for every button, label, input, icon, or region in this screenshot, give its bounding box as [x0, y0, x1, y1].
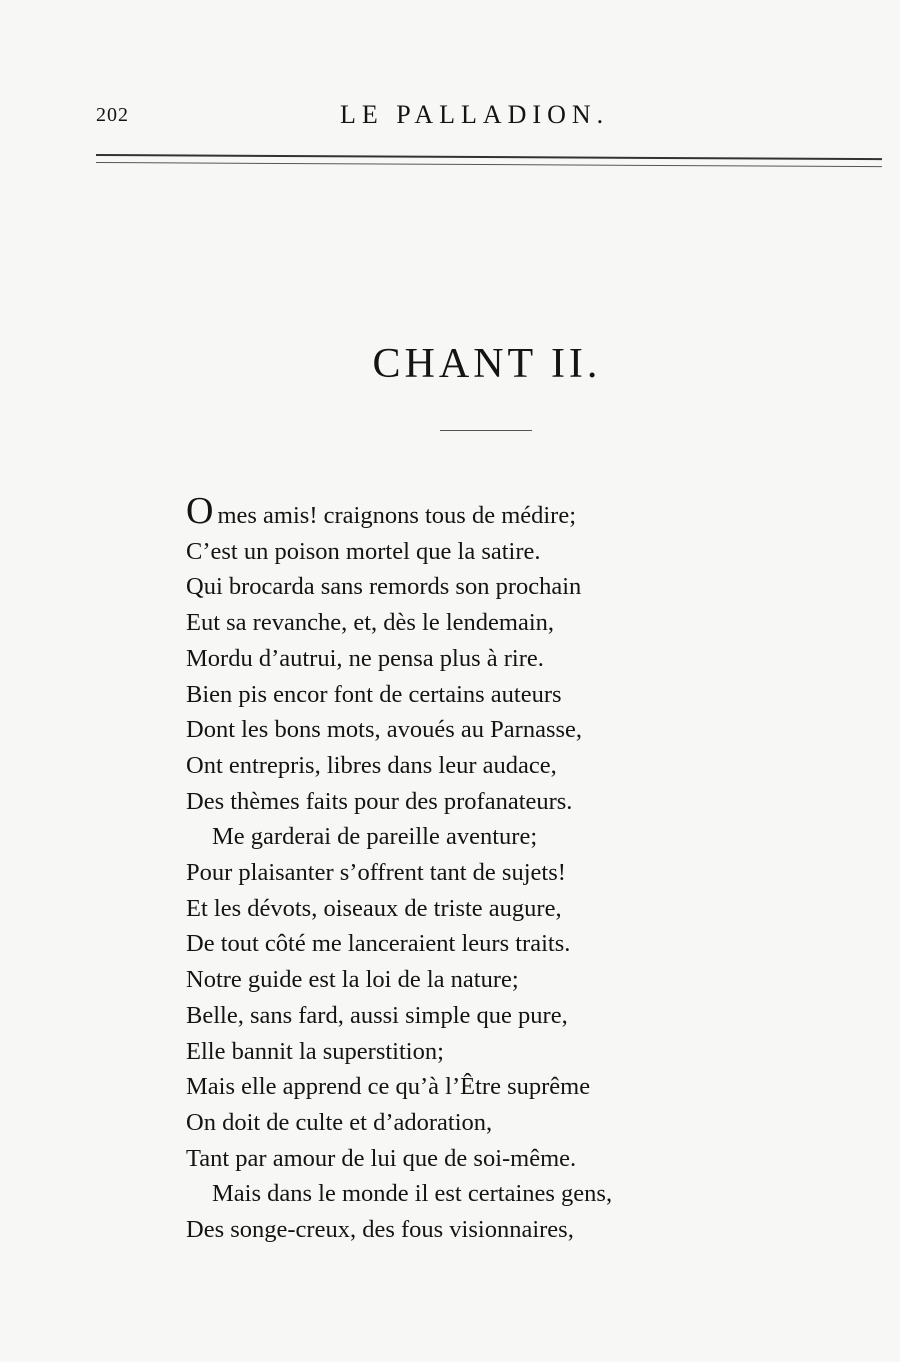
poem-line: Tant par amour de lui que de soi-même. [186, 1144, 577, 1172]
poem-line: Belle, sans fard, aussi simple que pure, [186, 1001, 568, 1029]
poem-line: Mais dans le monde il est certaines gens, [212, 1180, 613, 1208]
poem-line: Des thèmes faits pour des profanateurs. [186, 787, 573, 815]
poem-line: Ont entrepris, libres dans leur audace, [186, 751, 557, 779]
poem-line-text: mes amis! craignons tous de médire; [217, 502, 577, 529]
poem-line: Pour plaisanter s’offrent tant de sujets! [186, 859, 566, 887]
poem-line: Elle bannit la superstition; [186, 1037, 444, 1065]
poem-line: Me garderai de pareille aventure; [212, 823, 538, 851]
title-divider [440, 430, 532, 431]
chant-title: CHANT II. [372, 341, 602, 387]
poem-line: Qui brocarda sans remords son prochain [186, 573, 582, 601]
poem-line: Bien pis encor font de certains auteurs [186, 680, 562, 708]
poem-line: Et les dévots, oiseaux de triste augure, [186, 894, 562, 922]
poem-line: C’est un poison mortel que la satire. [186, 537, 541, 565]
poem-line: Notre guide est la loi de la nature; [186, 966, 519, 994]
running-title: LE PALLADION. [340, 100, 610, 129]
header-rule [96, 154, 882, 167]
poem-line: Eut sa revanche, et, dès le lendemain, [186, 609, 555, 637]
poem-body [186, 490, 686, 1248]
poem-line [186, 490, 686, 534]
poem-line: Des songe-creux, des fous visionnaires, [186, 1216, 574, 1244]
poem-line: Mais elle apprend ce qu’à l’Être suprême [186, 1073, 591, 1101]
poem-line: De tout côté me lanceraient leurs traits. [186, 930, 571, 958]
poem-line: On doit de culte et d’adoration, [186, 1108, 493, 1136]
page-number: 202 [96, 104, 129, 126]
drop-cap: O [186, 490, 214, 532]
poem-line: Dont les bons mots, avoués au Parnasse, [186, 716, 583, 744]
poem-line: Mordu d’autrui, ne pensa plus à rire. [186, 644, 544, 672]
